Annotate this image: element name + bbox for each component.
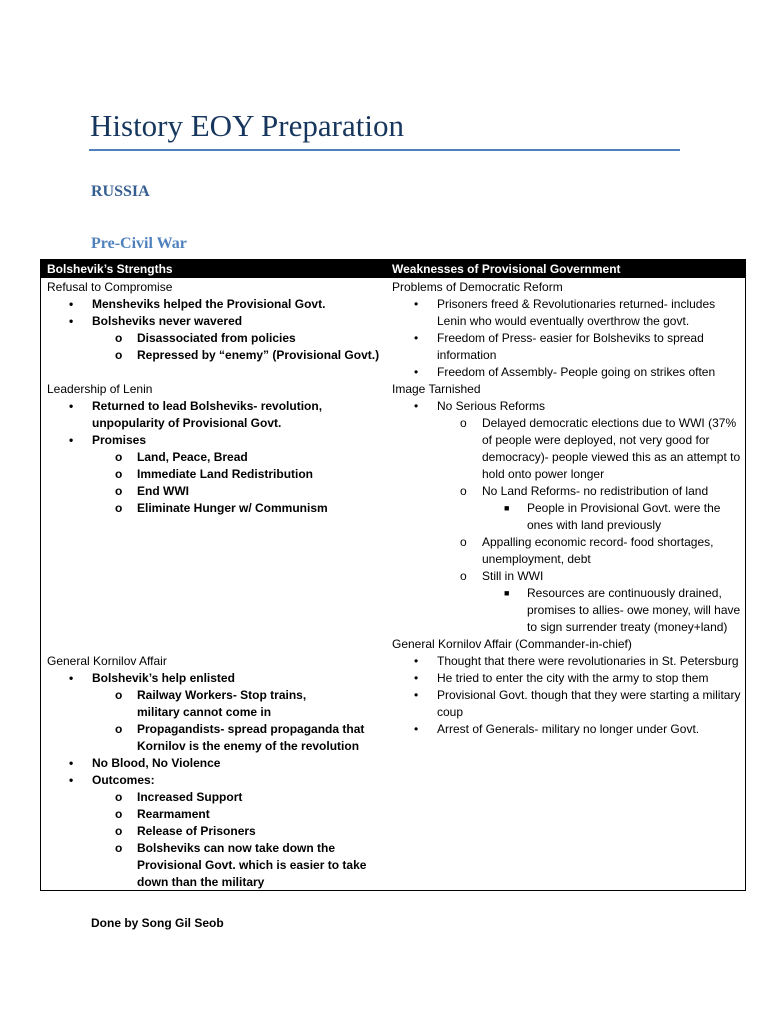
bullet-list xyxy=(47,670,387,891)
list-item: • Bolshevik’s help enlisted xyxy=(69,671,235,685)
comparison-table xyxy=(40,259,746,891)
list-item: • Promises xyxy=(69,433,147,447)
list-item: o Rearmament xyxy=(115,807,210,821)
list-item: o Increased Support xyxy=(115,790,243,804)
document-title: History EOY Preparation xyxy=(90,108,404,143)
footer-author: Done by Song Gil Seob xyxy=(91,916,224,930)
section-title: Refusal to Compromise xyxy=(47,280,173,294)
list-item: • No Serious Reforms xyxy=(414,399,546,413)
bullet-list xyxy=(392,653,742,738)
list-item: • Arrest of Generals- military no longer under Govt. xyxy=(414,722,700,736)
section-title: Image Tarnished xyxy=(392,382,481,396)
bullet-list xyxy=(47,398,387,517)
list-item: o Railway Workers- Stop trains, military cannot come in xyxy=(115,688,307,719)
header-provisional-weaknesses: Weaknesses of Provisional Government xyxy=(392,262,621,276)
list-item: o Immediate Land Redistribution xyxy=(115,467,314,481)
list-item: • Freedom of Assembly- People going on strikes often xyxy=(414,365,716,379)
table-header xyxy=(41,260,745,278)
section-title: Problems of Democratic Reform xyxy=(392,280,563,294)
list-item: • Freedom of Press- easier for Bolsheviks to spread information xyxy=(414,331,704,362)
list-item: • Thought that there were revolutionaries in St. Petersburg xyxy=(414,654,739,668)
list-item: • Outcomes: xyxy=(69,773,155,787)
list-item: o Repressed by “enemy” (Provisional Govt.) xyxy=(115,348,380,362)
list-item: • Bolsheviks never wavered xyxy=(69,314,243,328)
heading-russia: RUSSIA xyxy=(91,183,150,200)
section-title: General Kornilov Affair (Commander-in-chief) xyxy=(392,637,632,651)
list-item: • He tried to enter the city with the army to stop them xyxy=(414,671,709,685)
bullet-list xyxy=(392,398,742,636)
list-item: ■ Resources are continuously drained, promises to allies- owe money, will have to sign surrender treaty (money+land) xyxy=(504,586,741,634)
list-item: o Land, Peace, Bread xyxy=(115,450,248,464)
list-item: o Bolsheviks can now take down the Provisional Govt. which is easier to take down than the military xyxy=(115,841,367,889)
title-underline xyxy=(89,149,680,151)
list-item: o End WWI xyxy=(115,484,189,498)
right-column xyxy=(392,279,742,738)
left-column xyxy=(47,279,387,891)
heading-pre-civil-war: Pre-Civil War xyxy=(91,235,187,252)
list-item: o Disassociated from policies xyxy=(115,331,296,345)
header-bolshevik-strengths: Bolshevik’s Strengths xyxy=(47,262,173,276)
bullet-list xyxy=(392,296,742,381)
list-item: ■ People in Provisional Govt. were the ones with land previously xyxy=(504,501,721,532)
list-item: • Returned to lead Bolsheviks- revolution, unpopularity of Provisional Govt. xyxy=(69,399,323,430)
list-item: o No Land Reforms- no redistribution of land xyxy=(460,484,709,498)
list-item: o Release of Prisoners xyxy=(115,824,256,838)
section-title: General Kornilov Affair xyxy=(47,654,167,668)
list-item: o Propagandists- spread propaganda that Kornilov is the enemy of the revolution xyxy=(115,722,365,753)
list-item: o Still in WWI xyxy=(460,569,544,583)
bullet-list xyxy=(47,296,387,364)
list-item: o Appalling economic record- food shortages, unemployment, debt xyxy=(460,535,714,566)
list-item: • Provisional Govt. though that they were starting a military coup xyxy=(414,688,741,719)
list-item: • Prisoners freed & Revolutionaries returned- includes Lenin who would eventually overthrow the govt. xyxy=(414,297,716,328)
section-title: Leadership of Lenin xyxy=(47,382,153,396)
list-item: • No Blood, No Violence xyxy=(69,756,221,770)
list-item: o Delayed democratic elections due to WWI (37% of people were deployed, not very good for democracy)- people viewed this as an attempt to hold onto power longer xyxy=(460,416,741,481)
list-item: • Mensheviks helped the Provisional Govt. xyxy=(69,297,326,311)
list-item: o Eliminate Hunger w/ Communism xyxy=(115,501,328,515)
